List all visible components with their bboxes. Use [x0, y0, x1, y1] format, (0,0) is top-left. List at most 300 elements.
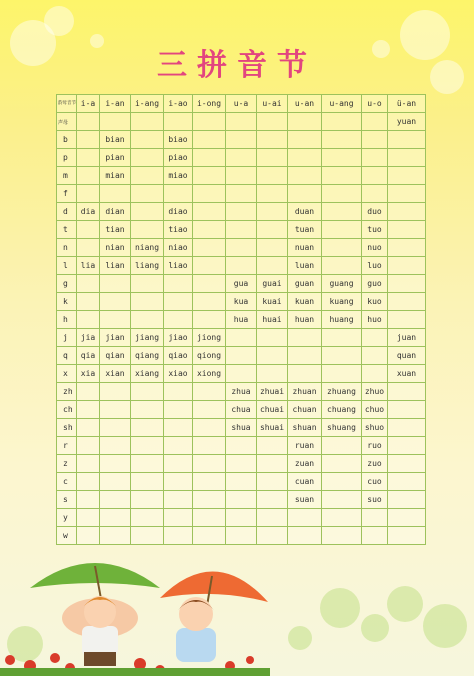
syllable-cell: [100, 293, 131, 311]
column-header-i-ang: i-ang: [131, 95, 164, 113]
syllable-cell: chuai: [257, 401, 288, 419]
syllable-cell: [77, 185, 100, 203]
syllable-cell: [226, 149, 257, 167]
column-header-i-an: i-an: [100, 95, 131, 113]
syllable-cell: [322, 455, 362, 473]
column-header-u-o: u-o: [362, 95, 388, 113]
syllable-cell: suo: [362, 491, 388, 509]
syllable-cell: [322, 131, 362, 149]
column-header-i-ao: i-ao: [164, 95, 193, 113]
syllable-cell: [131, 203, 164, 221]
child-left-head: [84, 596, 116, 628]
table-row: [57, 221, 426, 239]
syllable-cell: huai: [257, 311, 288, 329]
syllable-cell: [193, 491, 226, 509]
syllable-cell: niang: [131, 239, 164, 257]
syllable-cell: [322, 437, 362, 455]
row-initial: f: [57, 185, 77, 203]
syllable-cell: [257, 329, 288, 347]
syllable-cell: lia: [77, 257, 100, 275]
syllable-cell: gua: [226, 275, 257, 293]
syllable-cell: tuo: [362, 221, 388, 239]
syllable-cell: kuang: [322, 293, 362, 311]
syllable-cell: [131, 473, 164, 491]
syllable-cell: [77, 167, 100, 185]
syllable-cell: [257, 455, 288, 473]
syllable-cell: [226, 239, 257, 257]
table-row: [57, 275, 426, 293]
table-row: [57, 473, 426, 491]
corner-label-final: 韵母音节: [58, 101, 76, 106]
syllable-cell: [77, 473, 100, 491]
row-initial: z: [57, 455, 77, 473]
syllable-cell: tiao: [164, 221, 193, 239]
syllable-cell: [226, 455, 257, 473]
table-row: [57, 527, 426, 545]
syllable-cell: [100, 437, 131, 455]
syllable-cell: mian: [100, 167, 131, 185]
row-initial: p: [57, 149, 77, 167]
syllable-cell: [77, 509, 100, 527]
syllable-cell: [388, 527, 426, 545]
row-initial: c: [57, 473, 77, 491]
syllable-cell: [288, 185, 322, 203]
syllable-cell: lian: [100, 257, 131, 275]
syllable-cell: [77, 527, 100, 545]
table-row: [57, 311, 426, 329]
table-row: [57, 113, 426, 131]
syllable-cell: [362, 131, 388, 149]
syllable-cell: [193, 437, 226, 455]
syllable-cell: [322, 185, 362, 203]
row-initial: d: [57, 203, 77, 221]
syllable-cell: [226, 347, 257, 365]
table-row: [57, 455, 426, 473]
syllable-cell: [193, 509, 226, 527]
syllable-cell: [288, 149, 322, 167]
row-initial: sh: [57, 419, 77, 437]
syllable-cell: chuang: [322, 401, 362, 419]
syllable-cell: [164, 275, 193, 293]
table-row: [57, 293, 426, 311]
syllable-cell: [131, 455, 164, 473]
syllable-cell: [164, 437, 193, 455]
table-row: [57, 437, 426, 455]
syllable-cell: [100, 401, 131, 419]
syllable-cell: [257, 509, 288, 527]
syllable-cell: shua: [226, 419, 257, 437]
syllable-cell: [388, 509, 426, 527]
syllable-cell: [322, 365, 362, 383]
syllable-cell: [362, 185, 388, 203]
syllable-cell: [193, 275, 226, 293]
table-row: [57, 491, 426, 509]
syllable-cell: [77, 149, 100, 167]
syllable-cell: [77, 113, 100, 131]
row-initial: r: [57, 437, 77, 455]
syllable-cell: [164, 113, 193, 131]
syllable-cell: pian: [100, 149, 131, 167]
table-row: [57, 509, 426, 527]
row-initial: n: [57, 239, 77, 257]
syllable-cell: [77, 401, 100, 419]
syllable-cell: xiang: [131, 365, 164, 383]
syllable-cell: [131, 527, 164, 545]
syllable-cell: [100, 311, 131, 329]
syllable-cell: jiao: [164, 329, 193, 347]
syllable-cell: [257, 167, 288, 185]
syllable-cell: duo: [362, 203, 388, 221]
syllable-cell: [164, 383, 193, 401]
table-row: [57, 203, 426, 221]
syllable-cell: [226, 131, 257, 149]
syllable-cell: [388, 275, 426, 293]
syllable-cell: [257, 113, 288, 131]
syllable-cell: [388, 257, 426, 275]
syllable-cell: cuo: [362, 473, 388, 491]
column-header-ü-an: ü-an: [388, 95, 426, 113]
syllable-cell: [193, 527, 226, 545]
syllable-cell: dian: [100, 203, 131, 221]
syllable-cell: shuang: [322, 419, 362, 437]
syllable-cell: [100, 491, 131, 509]
syllable-cell: [388, 419, 426, 437]
syllable-cell: [388, 185, 426, 203]
syllable-cell: [131, 149, 164, 167]
syllable-cell: [257, 149, 288, 167]
syllable-cell: xuan: [388, 365, 426, 383]
syllable-cell: [322, 329, 362, 347]
syllable-cell: [257, 131, 288, 149]
syllable-cell: xia: [77, 365, 100, 383]
syllable-table: [56, 94, 426, 545]
syllable-cell: [226, 203, 257, 221]
syllable-cell: [322, 239, 362, 257]
syllable-cell: [100, 419, 131, 437]
grass: [0, 668, 270, 676]
syllable-cell: [226, 257, 257, 275]
syllable-cell: [131, 167, 164, 185]
row-initial: g: [57, 275, 77, 293]
row-initial: t: [57, 221, 77, 239]
syllable-cell: [77, 383, 100, 401]
syllable-cell: luo: [362, 257, 388, 275]
child-left-pants: [84, 652, 116, 666]
syllable-cell: [193, 185, 226, 203]
syllable-cell: [388, 455, 426, 473]
syllable-cell: [322, 167, 362, 185]
syllable-cell: [77, 437, 100, 455]
syllable-cell: [362, 347, 388, 365]
syllable-cell: yuan: [388, 113, 426, 131]
syllable-cell: [131, 401, 164, 419]
syllable-cell: [257, 185, 288, 203]
syllable-cell: [257, 473, 288, 491]
syllable-cell: bian: [100, 131, 131, 149]
syllable-cell: zhuai: [257, 383, 288, 401]
syllable-cell: [288, 167, 322, 185]
syllable-cell: [288, 131, 322, 149]
syllable-cell: [322, 113, 362, 131]
syllable-cell: [362, 527, 388, 545]
syllable-cell: [362, 113, 388, 131]
syllable-cell: [388, 383, 426, 401]
syllable-cell: [388, 203, 426, 221]
table-row: [57, 167, 426, 185]
row-initial: w: [57, 527, 77, 545]
syllable-cell: nuo: [362, 239, 388, 257]
syllable-cell: zuan: [288, 455, 322, 473]
syllable-cell: [226, 437, 257, 455]
table-row: [57, 149, 426, 167]
syllable-cell: [77, 275, 100, 293]
syllable-cell: [388, 167, 426, 185]
syllable-cell: [100, 527, 131, 545]
syllable-cell: tian: [100, 221, 131, 239]
syllable-cell: [288, 113, 322, 131]
syllable-cell: [322, 149, 362, 167]
syllable-cell: [388, 239, 426, 257]
syllable-cell: [131, 311, 164, 329]
syllable-cell: chua: [226, 401, 257, 419]
syllable-cell: [388, 131, 426, 149]
header-row: [57, 95, 426, 113]
syllable-cell: [226, 329, 257, 347]
syllable-cell: [226, 365, 257, 383]
syllable-cell: [164, 419, 193, 437]
syllable-cell: [322, 221, 362, 239]
syllable-cell: xian: [100, 365, 131, 383]
syllable-cell: [388, 401, 426, 419]
syllable-cell: [193, 131, 226, 149]
syllable-cell: [226, 527, 257, 545]
column-header-i-ong: i-ong: [193, 95, 226, 113]
syllable-cell: cuan: [288, 473, 322, 491]
syllable-cell: [100, 509, 131, 527]
syllable-cell: [226, 221, 257, 239]
syllable-cell: shuai: [257, 419, 288, 437]
syllable-cell: huo: [362, 311, 388, 329]
syllable-cell: qian: [100, 347, 131, 365]
syllable-cell: nuan: [288, 239, 322, 257]
syllable-cell: tuan: [288, 221, 322, 239]
syllable-cell: huan: [288, 311, 322, 329]
table-row: [57, 365, 426, 383]
syllable-cell: liao: [164, 257, 193, 275]
syllable-cell: kua: [226, 293, 257, 311]
syllable-cell: [193, 149, 226, 167]
row-initial: y: [57, 509, 77, 527]
syllable-cell: [193, 455, 226, 473]
table-row: [57, 329, 426, 347]
child-right-dress: [176, 628, 216, 662]
syllable-cell: [257, 365, 288, 383]
syllable-cell: [362, 509, 388, 527]
row-initial: b: [57, 131, 77, 149]
orange-umbrella: [160, 571, 268, 602]
syllable-cell: zhuan: [288, 383, 322, 401]
syllable-cell: xiong: [193, 365, 226, 383]
syllable-cell: [131, 113, 164, 131]
syllable-cell: [131, 383, 164, 401]
syllable-cell: [77, 131, 100, 149]
syllable-cell: [131, 131, 164, 149]
syllable-cell: [100, 275, 131, 293]
syllable-cell: qia: [77, 347, 100, 365]
syllable-cell: [100, 383, 131, 401]
syllable-cell: [257, 221, 288, 239]
syllable-table-container: [56, 94, 425, 548]
syllable-cell: liang: [131, 257, 164, 275]
syllable-cell: [164, 311, 193, 329]
row-initial: m: [57, 167, 77, 185]
syllable-cell: [131, 419, 164, 437]
syllable-cell: suan: [288, 491, 322, 509]
syllable-cell: jiang: [131, 329, 164, 347]
table-row: [57, 239, 426, 257]
syllable-cell: [388, 437, 426, 455]
decorative-bubble: [44, 6, 74, 36]
table-row: [57, 383, 426, 401]
syllable-cell: zuo: [362, 455, 388, 473]
syllable-cell: [77, 293, 100, 311]
syllable-cell: [226, 113, 257, 131]
syllable-cell: [322, 473, 362, 491]
syllable-cell: [131, 437, 164, 455]
syllable-cell: [164, 509, 193, 527]
table-row: [57, 185, 426, 203]
syllable-cell: kuo: [362, 293, 388, 311]
syllable-cell: [226, 509, 257, 527]
syllable-cell: [193, 239, 226, 257]
kids-umbrella-illustration: [0, 548, 474, 676]
syllable-cell: [164, 491, 193, 509]
syllable-cell: chuan: [288, 401, 322, 419]
syllable-cell: [257, 203, 288, 221]
syllable-cell: biao: [164, 131, 193, 149]
syllable-cell: guang: [322, 275, 362, 293]
syllable-cell: hua: [226, 311, 257, 329]
syllable-cell: xiao: [164, 365, 193, 383]
syllable-cell: jia: [77, 329, 100, 347]
syllable-cell: [131, 275, 164, 293]
syllable-cell: [193, 167, 226, 185]
table-row: [57, 257, 426, 275]
table-row: [57, 131, 426, 149]
syllable-cell: [164, 293, 193, 311]
column-header-u-ang: u-ang: [322, 95, 362, 113]
row-initial: s: [57, 491, 77, 509]
syllable-cell: [77, 491, 100, 509]
row-initial: q: [57, 347, 77, 365]
syllable-cell: [322, 347, 362, 365]
syllable-cell: piao: [164, 149, 193, 167]
syllable-cell: [362, 329, 388, 347]
syllable-cell: [77, 419, 100, 437]
syllable-cell: [257, 491, 288, 509]
syllable-cell: [257, 347, 288, 365]
syllable-cell: ruo: [362, 437, 388, 455]
syllable-cell: [193, 383, 226, 401]
syllable-cell: guo: [362, 275, 388, 293]
syllable-cell: [362, 149, 388, 167]
syllable-cell: [388, 311, 426, 329]
syllable-cell: ruan: [288, 437, 322, 455]
syllable-cell: [257, 257, 288, 275]
column-header-u-a: u-a: [226, 95, 257, 113]
syllable-cell: [193, 293, 226, 311]
syllable-cell: nian: [100, 239, 131, 257]
syllable-cell: diao: [164, 203, 193, 221]
syllable-cell: zhuang: [322, 383, 362, 401]
row-initial: l: [57, 257, 77, 275]
syllable-cell: [226, 473, 257, 491]
syllable-cell: [288, 509, 322, 527]
syllable-cell: [322, 491, 362, 509]
syllable-cell: [164, 527, 193, 545]
syllable-cell: [131, 293, 164, 311]
syllable-cell: [288, 329, 322, 347]
syllable-cell: [193, 419, 226, 437]
column-header-u-an: u-an: [288, 95, 322, 113]
syllable-cell: [77, 455, 100, 473]
syllable-cell: huang: [322, 311, 362, 329]
syllable-cell: [388, 149, 426, 167]
syllable-cell: [388, 293, 426, 311]
syllable-cell: kuai: [257, 293, 288, 311]
table-row: [57, 419, 426, 437]
syllable-cell: [257, 527, 288, 545]
page-title: 三拼音节: [157, 48, 317, 83]
syllable-cell: [193, 221, 226, 239]
syllable-cell: dia: [77, 203, 100, 221]
syllable-cell: qiang: [131, 347, 164, 365]
syllable-cell: [288, 347, 322, 365]
syllable-cell: niao: [164, 239, 193, 257]
table-row: [57, 401, 426, 419]
syllable-cell: [193, 401, 226, 419]
syllable-cell: [322, 509, 362, 527]
syllable-cell: [322, 527, 362, 545]
syllable-cell: [193, 473, 226, 491]
row-initial: ch: [57, 401, 77, 419]
syllable-cell: [100, 185, 131, 203]
syllable-cell: [193, 311, 226, 329]
syllable-cell: [388, 491, 426, 509]
child-right-head: [179, 597, 213, 631]
syllable-cell: qiong: [193, 347, 226, 365]
syllable-cell: [226, 185, 257, 203]
syllable-cell: kuan: [288, 293, 322, 311]
syllable-cell: [288, 365, 322, 383]
syllable-cell: [131, 185, 164, 203]
syllable-cell: [257, 437, 288, 455]
syllable-cell: luan: [288, 257, 322, 275]
syllable-cell: zhuo: [362, 383, 388, 401]
row-initial: x: [57, 365, 77, 383]
syllable-cell: [193, 113, 226, 131]
syllable-cell: [77, 239, 100, 257]
syllable-cell: juan: [388, 329, 426, 347]
syllable-cell: miao: [164, 167, 193, 185]
syllable-cell: [322, 257, 362, 275]
syllable-cell: [100, 113, 131, 131]
syllable-cell: jiong: [193, 329, 226, 347]
syllable-cell: [193, 203, 226, 221]
syllable-cell: duan: [288, 203, 322, 221]
syllable-cell: [131, 221, 164, 239]
syllable-cell: [362, 167, 388, 185]
